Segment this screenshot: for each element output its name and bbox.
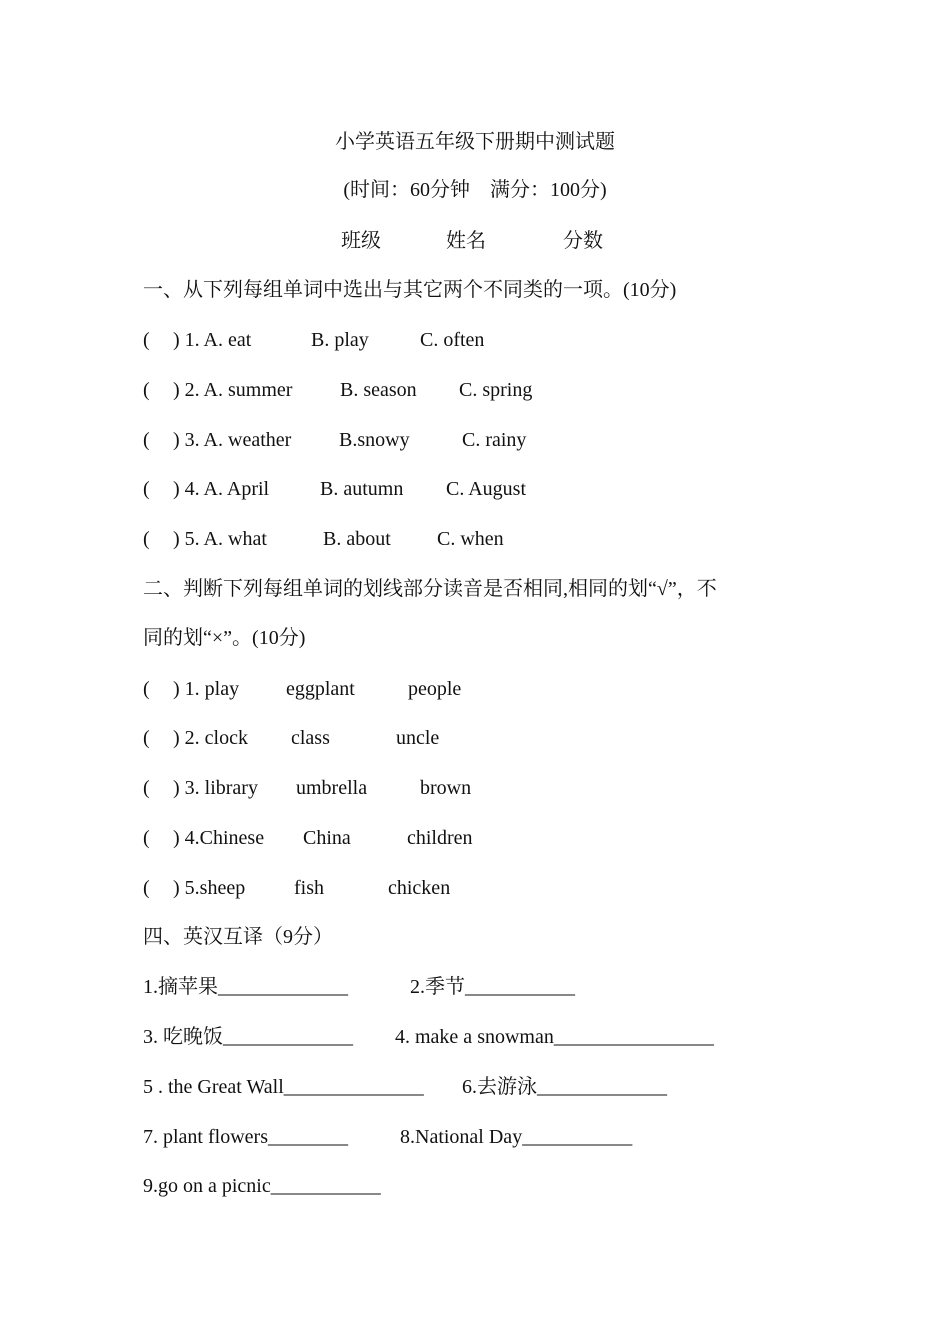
option-c: C. often xyxy=(420,329,485,351)
class-label: 班级 xyxy=(341,228,381,252)
word-a: ) 5.sheep xyxy=(173,877,246,899)
option-a: ) 5. A. what xyxy=(173,528,267,550)
word-b: class xyxy=(291,727,330,749)
option-a: ) 2. A. summer xyxy=(173,379,293,401)
translation-item-7[interactable]: 7. plant flowers________ xyxy=(143,1126,348,1148)
translation-item-6[interactable]: 6.去游泳_____________ xyxy=(462,1076,667,1098)
word-b: fish xyxy=(294,877,324,899)
translation-item-2[interactable]: 2.季节___________ xyxy=(410,976,575,998)
option-c: C. when xyxy=(437,528,504,550)
translation-item-9[interactable]: 9.go on a picnic___________ xyxy=(143,1175,381,1197)
answer-paren[interactable]: ( xyxy=(143,329,150,351)
answer-paren[interactable]: ( xyxy=(143,429,150,451)
option-b: B.snowy xyxy=(339,429,410,451)
translation-item-8[interactable]: 8.National Day___________ xyxy=(400,1126,633,1148)
translation-item-5[interactable]: 5 . the Great Wall______________ xyxy=(143,1076,424,1098)
translation-item-3[interactable]: 3. 吃晚饭_____________ xyxy=(143,1026,353,1048)
option-c: C. spring xyxy=(459,379,533,401)
answer-paren[interactable]: ( xyxy=(143,478,150,500)
option-a: ) 3. A. weather xyxy=(173,429,292,451)
name-label: 姓名 xyxy=(446,228,486,252)
section1-heading: 一、从下列每组单词中选出与其它两个不同类的一项。(10分) xyxy=(143,279,677,301)
word-c: people xyxy=(408,678,462,700)
option-b: B. autumn xyxy=(320,478,404,500)
option-c: C. rainy xyxy=(462,429,527,451)
section2-heading-cont: 同的划“×”。(10分) xyxy=(143,627,306,649)
word-a: ) 1. play xyxy=(173,678,240,700)
section4-heading: 四、英汉互译（9分） xyxy=(143,926,333,948)
answer-paren[interactable]: ( xyxy=(143,777,150,799)
option-c: C. August xyxy=(446,478,527,500)
option-b: B. about xyxy=(323,528,391,550)
answer-paren[interactable]: ( xyxy=(143,877,150,899)
option-b: B. season xyxy=(340,379,417,401)
word-a: ) 4.Chinese xyxy=(173,827,265,849)
word-b: eggplant xyxy=(286,678,355,700)
word-c: uncle xyxy=(396,727,440,749)
section2-heading: 二、判断下列每组单词的划线部分读音是否相同,相同的划“√”，不 xyxy=(143,578,717,600)
score-label: 分数 xyxy=(563,228,603,252)
answer-paren[interactable]: ( xyxy=(143,528,150,550)
option-b: B. play xyxy=(311,329,369,351)
answer-paren[interactable]: ( xyxy=(143,379,150,401)
option-a: ) 1. A. eat xyxy=(173,329,252,351)
option-a: ) 4. A. April xyxy=(173,478,270,500)
word-c: brown xyxy=(420,777,472,799)
page-title: 小学英语五年级下册期中测试题 xyxy=(335,129,615,153)
word-c: chicken xyxy=(388,877,451,899)
word-a: ) 3. library xyxy=(173,777,258,799)
answer-paren[interactable]: ( xyxy=(143,727,150,749)
word-c: children xyxy=(407,827,473,849)
answer-paren[interactable]: ( xyxy=(143,827,150,849)
word-a: ) 2. clock xyxy=(173,727,248,749)
word-b: umbrella xyxy=(296,777,368,799)
word-b: China xyxy=(303,827,351,849)
answer-paren[interactable]: ( xyxy=(143,678,150,700)
translation-item-1[interactable]: 1.摘苹果_____________ xyxy=(143,976,348,998)
translation-item-4[interactable]: 4. make a snowman________________ xyxy=(395,1026,714,1048)
exam-subtitle: (时间：60分钟 满分：100分) xyxy=(343,179,607,201)
